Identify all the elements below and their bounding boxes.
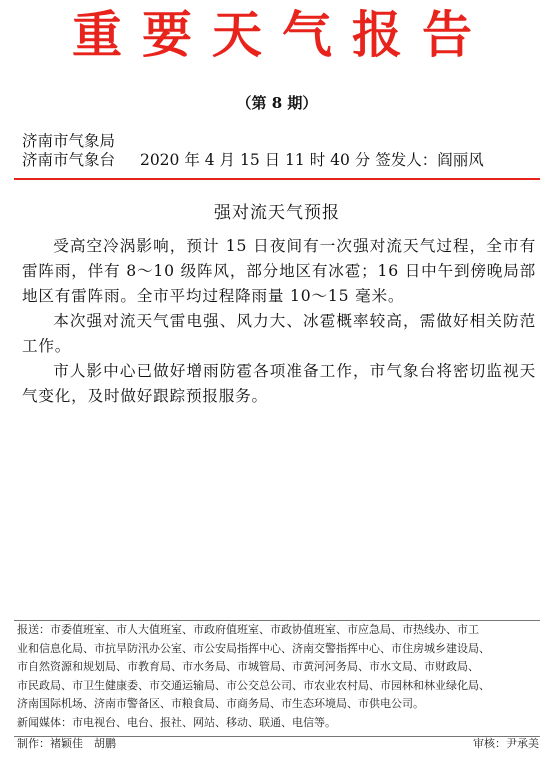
report-body: [22, 234, 536, 409]
reviewer: 审核：尹承美: [473, 737, 539, 750]
distribution-line: 济南国际机场、济南市警备区、市粮食局、市商务局、市生态环境局、市供电公司。: [17, 697, 424, 710]
paragraph: 市人影中心已做好增雨防雹各项准备工作，市气象台将密切监视天气变化，及时做好跟踪预报服务。: [22, 362, 536, 405]
red-divider: [14, 178, 540, 180]
paragraph: 受高空冷涡影响，预计 15 日夜间有一次强对流天气过程，全市有雷阵雨，伴有 8～10 级阵风，部分地区有冰雹；16 日中午到傍晚局部地区有雷阵雨。全市平均过程降雨量 10～15 毫米。: [22, 237, 536, 305]
distribution-line: 报送：市委值班室、市人大值班室、市政府值班室、市政协值班室、市应急局、市热线办、市工: [17, 623, 479, 636]
headline: 强对流天气预报: [214, 203, 340, 223]
media-line: 新闻媒体：市电视台、电台、报社、网站、移动、联通、电信等。: [17, 715, 336, 729]
paragraph: 本次强对流天气雷电强、风力大、冰雹概率较高，需做好相关防范工作。: [22, 312, 536, 355]
distribution-list: [17, 621, 547, 732]
issuer-line: [22, 150, 484, 170]
distribution-line: 市民政局、市卫生健康委、市交通运输局、市公交总公司、市农业农村局、市园林和林业绿化局、: [17, 678, 490, 692]
signer: 签发人：阎丽风: [375, 151, 484, 169]
issuer-station: 济南市气象台: [22, 151, 116, 169]
footer: [17, 736, 539, 752]
issue-number: （第 8 期）: [236, 94, 318, 112]
issuer-bureau: 济南市气象局: [22, 132, 116, 150]
makers: 制作：褚颖佳 胡鹏: [17, 737, 116, 750]
distribution-line: 业和信息化局、市抗旱防汛办公室、市公安局指挥中心、济南交警指挥中心、市住房城乡建设局、: [17, 641, 490, 655]
report-title: 重要天气报告: [72, 6, 492, 64]
distribution-line: 市自然资源和规划局、市教育局、市水务局、市城管局、市黄河河务局、市水文局、市财政局、: [17, 660, 479, 673]
issue-datetime: 2020 年 4 月 15 日 11 时 40 分: [139, 151, 371, 169]
